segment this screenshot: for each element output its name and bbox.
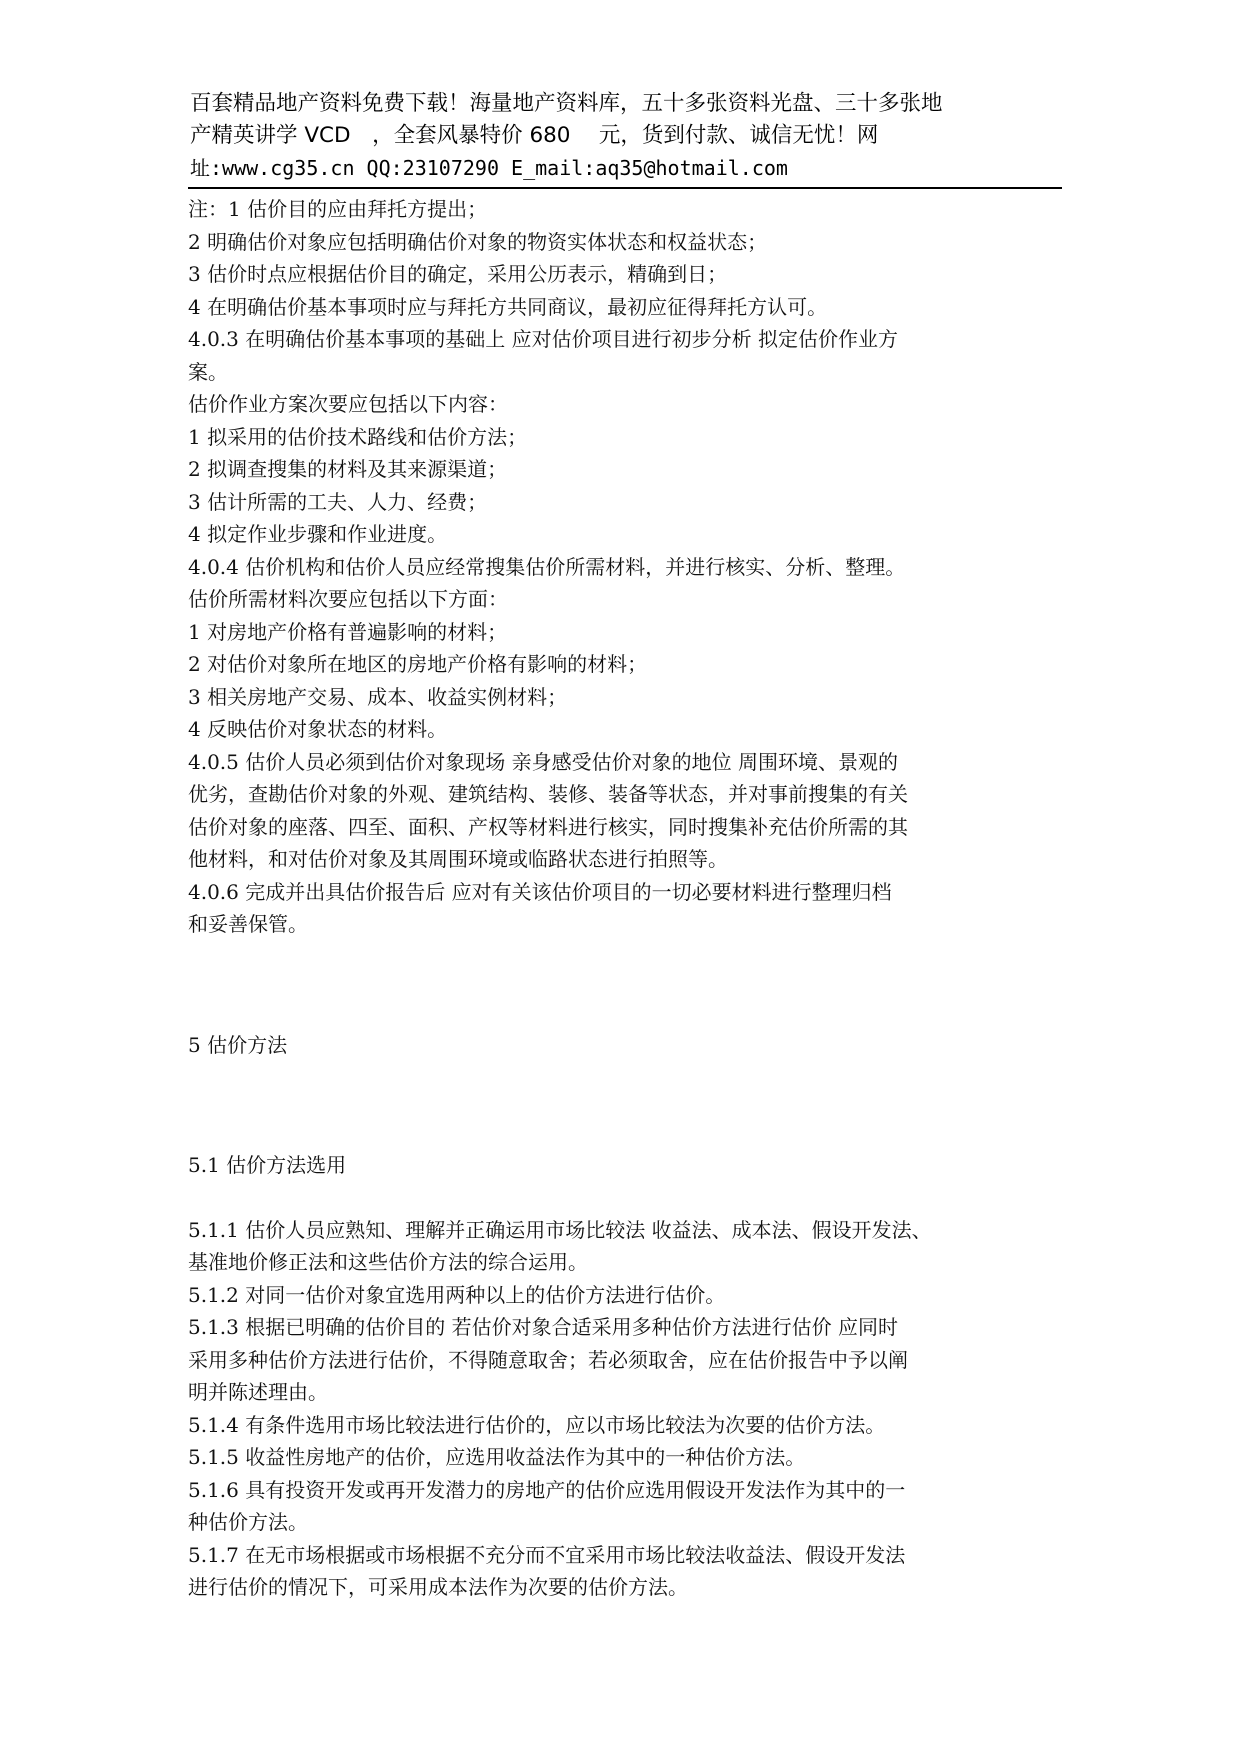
paragraph-line: 估价作业方案次要应包括以下内容： bbox=[188, 392, 508, 416]
paragraph-line: 采用多种估价方法进行估价，不得随意取舍；若必须取舍，应在估价报告中予以阐 bbox=[188, 1347, 908, 1372]
paragraph-line: 基准地价修正法和这些估价方法的综合运用。 bbox=[188, 1250, 588, 1274]
header-line: 产精英讲学 VCD ，全套风暴特价 680 元，货到付款、诚信无忧！网 bbox=[190, 123, 879, 148]
header-divider bbox=[188, 187, 1062, 189]
header-contact-line: 址:www.cg35.cn QQ:23107290 E_mail:aq35@hotmail.com bbox=[190, 156, 788, 180]
paragraph-line: 2 对估价对象所在地区的房地产价格有影响的材料； bbox=[188, 652, 648, 676]
paragraph-line: 4.0.3 在明确估价基本事项的基础上 应对估价项目进行初步分析 拟定估价作业方 bbox=[188, 327, 898, 351]
paragraph-line: 5.1.2 对同一估价对象宜选用两种以上的估价方法进行估价。 bbox=[188, 1282, 726, 1307]
paragraph-line: 优劣，查勘估价对象的外观、建筑结构、装修、装备等状态，并对事前搜集的有关 bbox=[188, 782, 908, 806]
paragraph-line: 3 相关房地产交易、成本、收益实例材料； bbox=[188, 684, 568, 709]
paragraph-line: 5.1.3 根据已明确的估价目的 若估价对象合适采用多种估价方法进行估价 应同时 bbox=[188, 1315, 898, 1339]
header-line: 百套精品地产资料免费下载！海量地产资料库，五十多张资料光盘、三十多张地 bbox=[190, 91, 943, 116]
section-heading: 5 估价方法 bbox=[188, 1032, 288, 1057]
paragraph-line: 4 在明确估价基本事项时应与拜托方共同商议，最初应征得拜托方认可。 bbox=[188, 294, 828, 319]
paragraph-line: 估价对象的座落、四至、面积、产权等材料进行核实，同时搜集补充估价所需的其 bbox=[188, 814, 908, 839]
paragraph-line: 3 估计所需的工夫、人力、经费； bbox=[188, 489, 488, 514]
paragraph-line: 4.0.6 完成并出具估价报告后 应对有关该估价项目的一切必要材料进行整理归档 bbox=[188, 879, 892, 904]
paragraph-line: 5.1.7 在无市场根据或市场根据不充分而不宜采用市场比较法收益法、假设开发法 bbox=[188, 1542, 906, 1567]
paragraph-line: 4 反映估价对象状态的材料。 bbox=[188, 717, 448, 741]
spacer bbox=[188, 1182, 1068, 1214]
paragraph-line: 5.1.1 估价人员应熟知、理解并正确运用市场比较法 收益法、成本法、假设开发法、 bbox=[188, 1217, 932, 1242]
paragraph-line: 注：1 估价目的应由拜托方提出； bbox=[188, 197, 488, 221]
paragraph-line: 他材料，和对估价对象及其周围环境或临路状态进行拍照等。 bbox=[188, 847, 728, 871]
paragraph-line: 种估价方法。 bbox=[188, 1510, 308, 1534]
paragraph-line: 4 拟定作业步骤和作业进度。 bbox=[188, 522, 448, 546]
spacer bbox=[188, 997, 1068, 1029]
spacer bbox=[188, 1117, 1068, 1149]
paragraph-line: 1 拟采用的估价技术路线和估价方法； bbox=[188, 424, 528, 449]
paragraph-line: 5.1.5 收益性房地产的估价，应选用收益法作为其中的一种估价方法。 bbox=[188, 1445, 806, 1469]
paragraph-line: 5.1.6 具有投资开发或再开发潜力的房地产的估价应选用假设开发法作为其中的一 bbox=[188, 1477, 906, 1502]
paragraph-line: 明并陈述理由。 bbox=[188, 1380, 328, 1404]
paragraph-line: 4.0.5 估价人员必须到估价对象现场 亲身感受估价对象的地位 周围环境、景观的 bbox=[188, 749, 898, 774]
paragraph-line: 2 明确估价对象应包括明确估价对象的物资实体状态和权益状态； bbox=[188, 229, 768, 254]
paragraph-line: 3 估价时点应根据估价目的确定，采用公历表示，精确到日； bbox=[188, 262, 728, 286]
paragraph-line: 5.1.4 有条件选用市场比较法进行估价的，应以市场比较法为次要的估价方法。 bbox=[188, 1412, 886, 1437]
paragraph-line: 案。 bbox=[188, 359, 228, 384]
advert-header bbox=[190, 88, 1062, 184]
spacer bbox=[188, 941, 1068, 997]
paragraph-line: 进行估价的情况下，可采用成本法作为次要的估价方法。 bbox=[188, 1575, 688, 1599]
spacer bbox=[188, 1061, 1068, 1117]
paragraph-line: 2 拟调查搜集的材料及其来源渠道； bbox=[188, 457, 508, 481]
paragraph-line: 估价所需材料次要应包括以下方面： bbox=[188, 587, 508, 611]
document-body bbox=[188, 193, 1068, 1604]
paragraph-line: 4.0.4 估价机构和估价人员应经常搜集估价所需材料，并进行核实、分析、整理。 bbox=[188, 554, 906, 579]
paragraph-line: 和妥善保管。 bbox=[188, 912, 308, 936]
paragraph-line: 1 对房地产价格有普遍影响的材料； bbox=[188, 619, 508, 644]
subsection-heading: 5.1 估价方法选用 bbox=[188, 1153, 347, 1177]
